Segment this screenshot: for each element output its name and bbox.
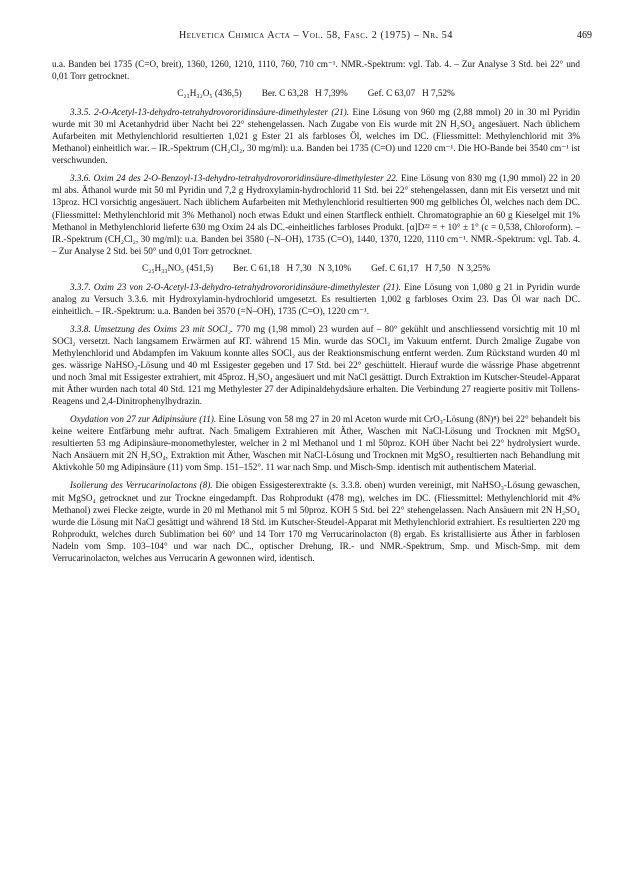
section-paragraph [52, 323, 580, 407]
calculated-values: Ber. C 63,28 H 7,39% [261, 88, 348, 99]
section-text: Eine Lösung von 830 mg (1,90 mmol) 22 in 20 ml abs. Äthanol wurde mit 50 ml Pyridin und 7,2 g Hydroxylamin-hydrochlorid 11 Std. bei 22° stehengelassen, dann mit Eis versetzt und mit 13proz. HCl vorsichtig angesäuert. Nach üblichem Aufarbeiten mit Methylenchlorid resultierten 900 mg gelbliches Öl, welches nach dem DC. (Fliessmittel: Methylenchlorid mit 3% Methanol) noch etwas Edukt und einen Startfleck enthielt. Chromatographie an 60 g Kieselgel mit 1% Methanol in Methylenchlorid lieferte 630 mg Oxim 24 als DC.-einheitliches farbloses Produkt. [α]D²² = + 10° ± 1° (c = 0,538, Chloroform). – IR.-Spektrum (CH₂Cl₂, 30 mg/ml): u.a. Banden bei 3580 (–N–OH), 1735 (C=O), 1440, 1370, 1220, 1110 cm⁻¹. NMR.-Spektrum: vgl. Tab. 4. – Zur Analyse 2 Std. bei 50° und 0,01 Torr getrocknet. [52, 173, 581, 256]
section-text: Eine Lösung von 960 mg (2,88 mmol) 20 in 30 ml Pyridin wurde mit 30 ml Acetanhydrid über Nacht bei 22° stehengelassen. Nach Zugabe von Eis wurde mit 2N H₂SO₄ angesäuert. Nach üblichem Aufarbeiten mit Methylenchlorid resultierten 1,021 g Ester 21 als farbloses Öl, welches im DC. (Fliessmittel: Methylenchlorid mit 3% Methanol) einheitlich war. – IR.-Spektrum (CH₂Cl₂, 30 mg/ml): u.a. Banden bei 1735 (C=O) und 1220 cm⁻¹. Die HO-Bande bei 3540 cm⁻¹ ist verschwunden. [52, 107, 580, 166]
section-text: Eine Lösung von 58 mg 27 in 20 ml Aceton wurde mit CrO₃-Lösung (8N)⁸) bei 22° behandelt bis keine weitere Entfärbung mehr auftrat. Nach 5maligem Extrahieren mit Äther, Waschen mit NaCl-Lösung und Trocknen mit MgSO₄ resultierten 53 mg Adipinsäure-monomethylester, welcher in 2 ml Methanol und 1 ml 50proz. KOH über Nacht bei 22° hydrolysiert wurde. Nach Ansäuern mit 2N H₂SO₄, Extraktion mit Äther, Waschen mit NaCl-Lösung und Trocknen mit MgSO₄ resultierten nach Behandlung mit Aktivkohle 50 mg Adipinsäure (11) vom Smp. 151–152°. 11 war nach Smp. und Misch-Smp. identisch mit authentischem Material. [52, 414, 581, 473]
section-heading: 3.3.6. Oxim 24 des 2-O-Benzoyl-13-dehydro-tetrahydrovororidinsäure-dimethylester 22. [70, 173, 399, 184]
section-text: 770 mg (1,98 mmol) 23 wurden auf – 80° gekühlt und anschliessend vorsichtig mit 10 ml SOCl₂ versetzt. Nach langsamem Erwärmen auf RT. während 15 Min. wurde das SOCl₂ im Vakuum entfernt. Durch 2malige Zugabe von Methylenchlorid und Abdampfen im Vakuum konnte alles SOCl₂ aus der Reaktionsmischung entfernt werden. Zum Rückstand wurden 40 ml ges. wässrige NaHSO₃-Lösung und 40 ml Essigester gegeben und 17 Std. bei 22° geschüttelt. Hierauf wurde die wässrige Phase abgetrennt und noch 3mal mit Essigester extrahiert, mit 45proz. H₂SO₄ angesäuert und mit NaCl gesättigt. Durch Extraktion im Kutscher-Steudel-Apparat mit Äther wurden nach total 40 Std. 121 mg Methylester 27 der Adipinaldehydsäure erhalten. Die Verbindung 27 reagierte positiv mit Tollens-Reagens und 2,4-Dinitrophenylhydrazin. [52, 323, 581, 407]
section-heading: 3.3.7. Oxim 23 von 2-O-Acetyl-13-dehydro-tetrahydrovororidinsäure-dimethylester (21). [70, 281, 401, 292]
journal-page [52, 30, 592, 564]
section-heading: Isolierung des Verrucarinolactons (8). [70, 480, 213, 491]
section-heading: 3.3.5. 2-O-Acetyl-13-dehydro-tetrahydrovororidinsäure-dimethylester (21). [70, 107, 350, 118]
section-heading: Oxydation von 27 zur Adipinsäure (11). [70, 414, 217, 425]
elemental-analysis [52, 87, 580, 99]
section-text: Die obigen Essigesterextrakte (s. 3.3.8. oben) wurden vereinigt, mit NaHSO₃-Lösung gewaschen, mit MgSO₄ getrocknet und zur Trockne eingedampft. Das Rohprodukt (478 mg), welches im DC. (Fliessmittel: Methylenchlorid mit 4% Methanol) zwei Flecke zeigte, wurde in 20 ml Methanol mit 5 ml 50proz. KOH 5 Std. bei 22° stehengelassen. Nach Ansäuern mit 2N H₂SO₄ wurde die Lösung mit NaCl gesättigt und während 18 Std. im Kutscher-Steudel-Apparat mit Methylenchlorid extrahiert. Es resultierten 220 mg Rohprodukt, welches durch Sublimation bei 60° und 14 Torr 170 mg Verrucarinolacton (8) ergab. Es kristallisierte aus Äther in farblosen Nadeln vom Smp. 103–104° und war nach DC., optischer Drehung, IR.- und NMR.-Spektrum, Smp. und Misch-Smp. mit dem Verrucarinolacton, welches aus Verrucarin A gewonnen wird, identisch. [52, 480, 581, 563]
section-paragraph [52, 106, 580, 166]
molecular-formula: C₂₅H₃₃NO₅ (451,5) [142, 262, 214, 273]
section-heading: 3.3.8. Umsetzung des Oxims 23 mit SOCl₂. [70, 323, 234, 334]
journal-title: Helvetica Chimica Acta – Vol. 58, Fasc. 2 (1975) – Nr. 54 [178, 30, 454, 41]
page-number: 469 [577, 30, 592, 41]
molecular-formula: C₂₃H₃₂O₅ (436,5) [177, 88, 242, 99]
found-values: Gef. C 61,17 H 7,50 N 3,25% [371, 262, 490, 273]
section-paragraph [52, 281, 580, 317]
calculated-values: Ber. C 61,18 H 7,30 N 3,10% [233, 262, 352, 273]
found-values: Gef. C 63,07 H 7,52% [367, 88, 455, 99]
elemental-analysis [52, 262, 580, 274]
article-body [52, 58, 580, 564]
section-paragraph [52, 479, 580, 563]
running-header [52, 30, 592, 46]
section-paragraph [52, 172, 580, 256]
section-paragraph [52, 413, 580, 473]
paragraph: u.a. Banden bei 1735 (C=O, breit), 1360, 1260, 1210, 1110, 760, 710 cm⁻¹. NMR.-Spektrum: vgl. Tab. 4. – Zur Analyse 3 Std. bei 22° und 0,01 Torr getrocknet. [52, 59, 580, 82]
section-text: Eine Lösung von 1,080 g 21 in Pyridin wurde analog zu Versuch 3.3.6. mit Hydroxylamin-hydrochlorid umgesetzt. Es resultierten 1,002 g farbloses Oxim 23. Das Öl war nach DC. einheitlich. – IR.-Spektrum: u.a. Banden bei 3570 (=N–OH), 1735 (C=O), 1220 cm⁻¹. [52, 281, 581, 316]
